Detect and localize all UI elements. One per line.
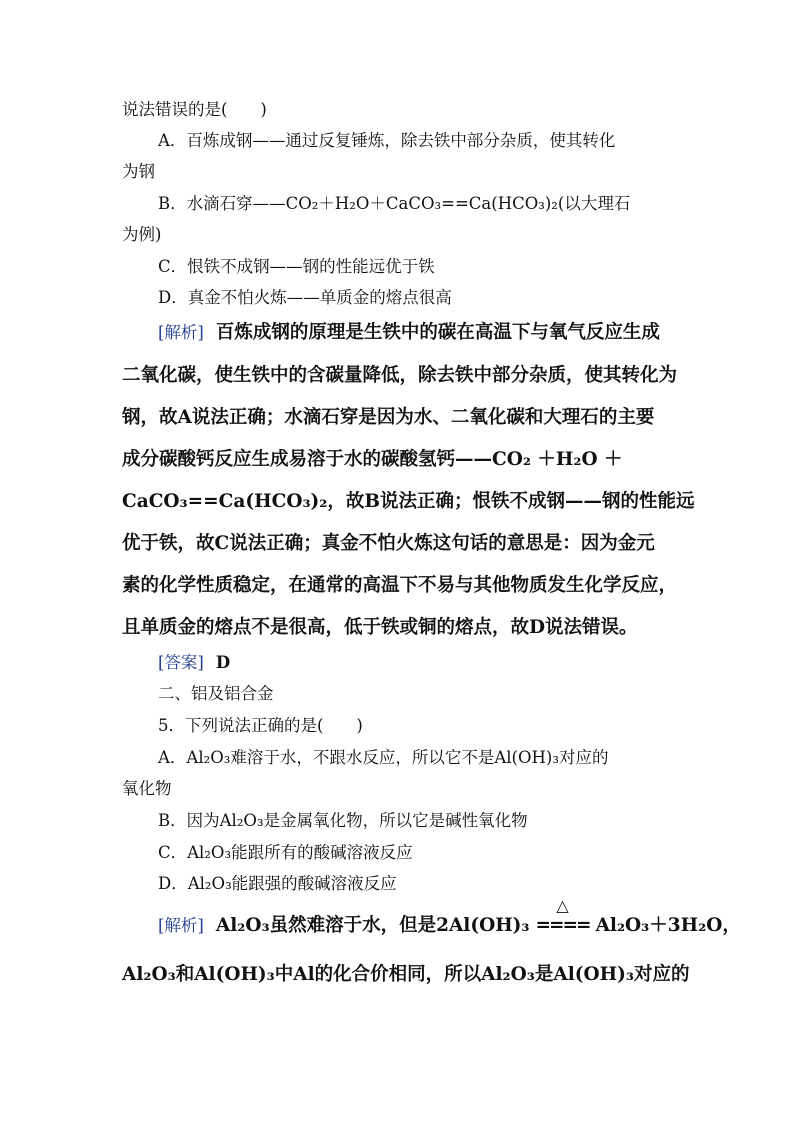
analysis4-line-4: 成分碳酸钙反应生成易溶于水的碳酸氢钙——CO₂ ＋H₂O ＋ (122, 449, 623, 470)
analysis5-text-pre: Al₂O₃虽然难溶于水，但是2Al(OH)₃ (215, 915, 530, 936)
analysis4-line-5: CaCO₃==Ca(HCO₃)₂，故B说法正确；恨铁不成钢——钢的性能远 (122, 491, 695, 512)
analysis4-line-1 (158, 320, 684, 346)
q4-option-b-cont: 为例) (122, 225, 162, 244)
analysis-tag: [解析] (158, 323, 204, 342)
q4-option-c: C．恨铁不成钢——钢的性能远优于铁 (158, 257, 435, 276)
analysis5-line-1 (158, 896, 741, 939)
answer4-line (158, 652, 684, 674)
equals-sign: ==== (535, 915, 590, 936)
answer-tag: [答案] (158, 653, 204, 672)
q4-option-b: B．水滴石穿——CO₂＋H₂O＋CaCO₃==Ca(HCO₃)₂(以大理石 (158, 194, 631, 213)
heat-triangle-icon: △ (556, 896, 569, 915)
q4-option-d: D．真金不怕火炼——单质金的熔点很高 (158, 288, 452, 307)
q5-option-b: B．因为Al₂O₃是金属氧化物，所以它是碱性氧化物 (158, 811, 528, 830)
q5-option-c: C．Al₂O₃能跟所有的酸碱溶液反应 (158, 843, 413, 862)
q5-option-d: D．Al₂O₃能跟强的酸碱溶液反应 (158, 874, 397, 893)
analysis5-line-2: Al₂O₃和Al(OH)₃中Al的化合价相同，所以Al₂O₃是Al(OH)₃对应的 (122, 964, 690, 985)
analysis5-text-post: Al₂O₃＋3H₂O， (595, 915, 741, 936)
analysis-tag: [解析] (158, 916, 204, 935)
q4-option-a: A．百炼成钢——通过反复锤炼，除去铁中部分杂质，使其转化 (158, 131, 616, 150)
q5-option-a: A．Al₂O₃难溶于水，不跟水反应，所以它不是Al(OH)₃对应的 (158, 748, 609, 767)
answer-value: D (215, 653, 231, 672)
q5-stem: 5．下列说法正确的是( ) (158, 716, 363, 735)
q5-option-a-cont: 氧化物 (122, 779, 172, 798)
q4-stem-tail: 说法错误的是( ) (122, 100, 267, 119)
analysis4-line-7: 素的化学性质稳定，在通常的高温下不易与其他物质发生化学反应， (122, 575, 678, 596)
analysis4-line-6: 优于铁，故C说法正确；真金不怕火炼这句话的意思是：因为金元 (122, 533, 655, 554)
section-title: 二、铝及铝合金 (158, 684, 274, 703)
analysis4-text-1: 百炼成钢的原理是生铁中的碳在高温下与氧气反应生成 (215, 322, 660, 343)
analysis4-line-8: 且单质金的熔点不是很高，低于铁或铜的熔点，故D说法错误。 (122, 617, 638, 638)
analysis4-line-2: 二氧化碳，使生铁中的含碳量降低，除去铁中部分杂质，使其转化为 (122, 365, 678, 386)
heating-equals-sign (535, 896, 590, 939)
q4-option-a-cont: 为钢 (122, 162, 155, 181)
analysis4-line-3: 钢，故A说法正确；水滴石穿是因为水、二氧化碳和大理石的主要 (122, 407, 655, 428)
